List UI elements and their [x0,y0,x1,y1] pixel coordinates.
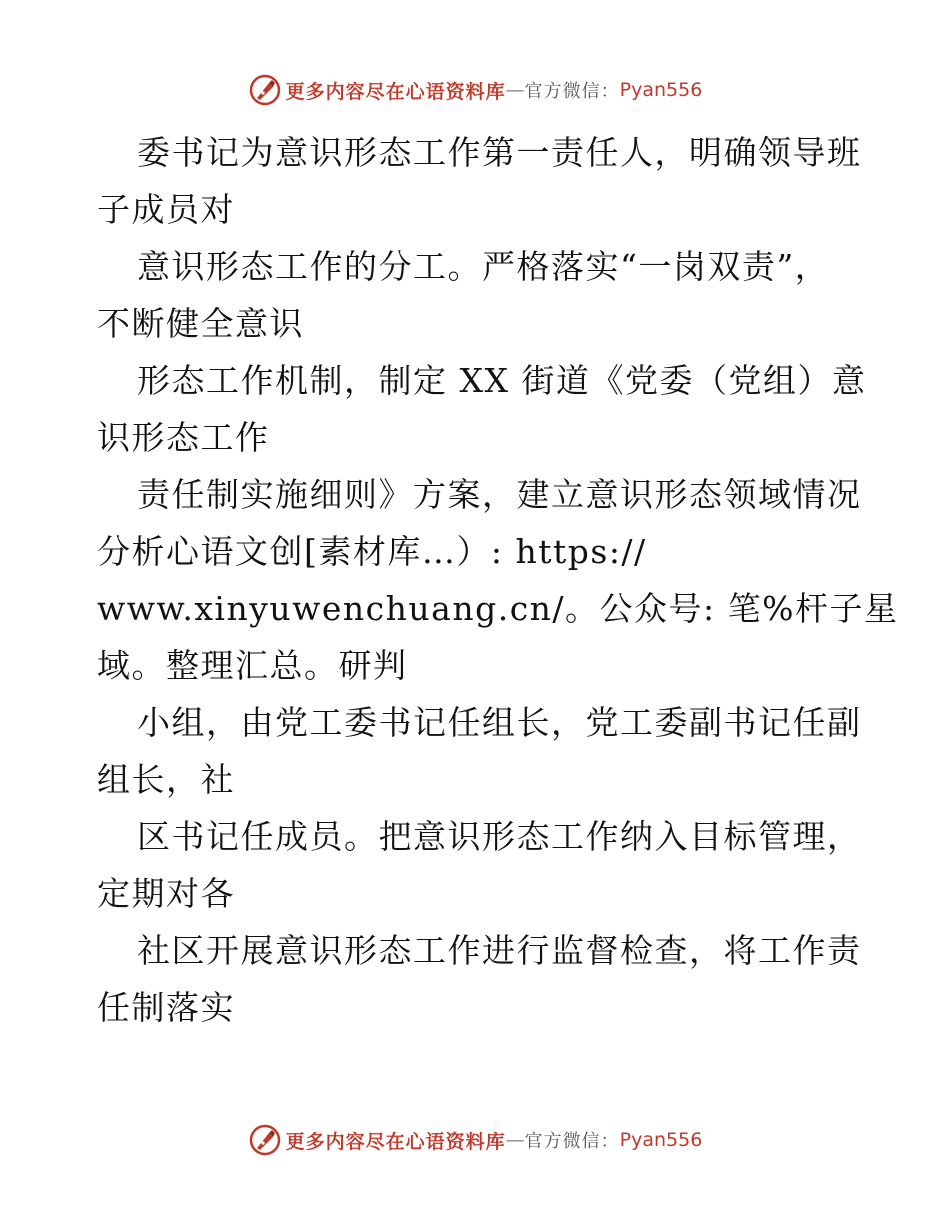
banner-contact-value: Pyan556 [619,1129,703,1151]
pen-nib-logo-icon [248,1123,282,1157]
body-line: 区书记任成员。把意识形态工作纳入目标管理， [137,817,862,856]
body-line: 任制落实 [97,988,235,1027]
banner-contact-label: 官方微信： [524,81,620,102]
body-line: 意识形态工作的分工。严格落实“一岗双责”， [137,247,830,286]
body-line: 子成员对 [97,190,235,229]
pen-nib-logo-icon [248,73,282,107]
body-line: 形态工作机制，制定 XX 街道《党委（党组）意 [137,361,867,400]
document-body [97,124,899,1036]
body-line: 小组，由党工委书记任组长，党工委副书记任副 [137,703,862,742]
body-line: 组长，社 [97,760,235,799]
header-banner [0,72,950,108]
banner-contact-label: 官方微信： [524,1131,620,1152]
body-line: 责任制实施细则》方案，建立意识形态领域情况 [137,475,862,514]
body-line: 社区开展意识形态工作进行监督检查，将工作责 [137,931,862,970]
body-line: 识形态工作 [97,418,270,457]
body-line: 定期对各 [97,874,235,913]
body-line: 不断健全意识 [97,304,304,343]
body-line: www.xinyuwenchuang.cn/。公众号: 笔%杆子星 [97,589,899,628]
banner-separator: — [505,1129,525,1151]
banner-brand: 更多内容尽在心语资料库 [285,80,506,103]
banner-contact-value: Pyan556 [619,79,703,101]
banner-separator: — [505,79,525,101]
footer-banner [0,1122,950,1158]
body-line: 分析心语文创[素材库…）: https:// [97,532,647,571]
banner-brand: 更多内容尽在心语资料库 [285,1130,506,1153]
body-line: 域。整理汇总。研判 [97,646,408,685]
body-line: 委书记为意识形态工作第一责任人，明确领导班 [137,133,862,172]
